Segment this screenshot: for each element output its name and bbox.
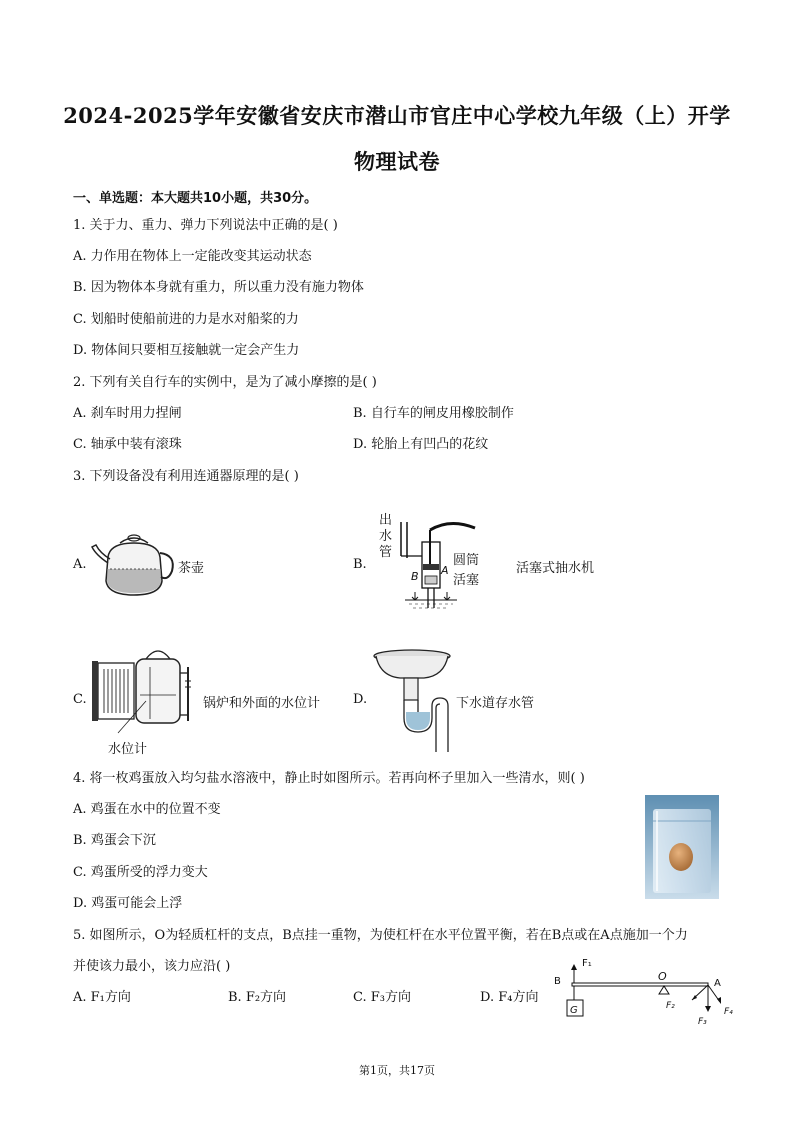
q3-option-c-letter: C.: [73, 692, 87, 707]
q5-stem-line2: 并使该力最小，该力应沿( ): [73, 959, 231, 974]
q5-option-a: A. F₁方向: [73, 990, 131, 1005]
piston-pump-figure: [375, 508, 495, 618]
q2-option-c: C. 轴承中装有滚珠: [73, 437, 182, 452]
q3-option-b-letter: B.: [353, 557, 367, 572]
q1-option-c: C. 划船时使船前进的力是水对船桨的力: [73, 312, 299, 327]
q5-option-d: D. F₄方向: [480, 990, 539, 1005]
pump-label-cylinder: 圆筒: [453, 553, 480, 568]
q2-option-b: B. 自行车的闸皮用橡胶制作: [353, 406, 514, 421]
q4-option-d: D. 鸡蛋可能会上浮: [73, 896, 183, 911]
q3-option-d-caption: 下水道存水管: [456, 696, 535, 711]
pump-label-shui: 水: [379, 529, 393, 544]
q5-option-c: C. F₃方向: [353, 990, 411, 1005]
pump-label-piston: 活塞: [453, 573, 480, 588]
q5-stem-line1: 5. 如图所示，O为轻质杠杆的支点，B点挂一重物，为使杠杆在水平位置平衡，若在B点或在A点施加一个力: [73, 928, 688, 943]
lever-label-f2: F₂: [666, 1001, 675, 1011]
lever-label-f4: F₄: [724, 1007, 733, 1017]
q2-option-d: D. 轮胎上有凹凸的花纹: [353, 437, 489, 452]
exam-title-line2: 物理试卷: [354, 149, 440, 174]
q3-option-a-caption: 茶壶: [178, 561, 205, 576]
page-footer: 第1页，共17页: [359, 1064, 435, 1077]
pump-label-guan: 管: [379, 545, 393, 560]
q4-stem: 4. 将一枚鸡蛋放入均匀盐水溶液中，静止时如图所示。若再向杯子里加入一些清水，则( ): [73, 771, 585, 786]
q3-stem: 3. 下列设备没有利用连通器原理的是( ): [73, 469, 299, 484]
q4-option-a: A. 鸡蛋在水中的位置不变: [73, 802, 221, 817]
q2-stem: 2. 下列有关自行车的实例中，是为了减小摩擦的是( ): [73, 375, 377, 390]
boiler-figure: [88, 643, 200, 759]
lever-label-f3: F₃: [698, 1017, 707, 1027]
q1-option-b: B. 因为物体本身就有重力，所以重力没有施力物体: [73, 280, 364, 295]
q3-option-a-letter: A.: [73, 557, 87, 572]
section-header: 一、单选题：本大题共10小题，共30分。: [73, 191, 318, 206]
lever-label-o: O: [658, 970, 667, 983]
exam-title-line1: 2024-2025学年安徽省安庆市潜山市官庄中心学校九年级（上）开学: [63, 103, 731, 128]
q3-option-b-caption: 活塞式抽水机: [516, 561, 595, 576]
q3-option-c-caption: 锅炉和外面的水位计: [203, 696, 321, 711]
q1-stem: 1. 关于力、重力、弹力下列说法中正确的是( ): [73, 218, 338, 233]
pump-label-b: B: [411, 570, 419, 583]
boiler-gauge-label: 水位计: [108, 742, 148, 757]
lever-figure: [552, 952, 744, 1028]
lever-label-b: B: [554, 976, 561, 987]
lever-label-f1: F₁: [582, 958, 592, 969]
q2-option-a: A. 刹车时用力捏闸: [73, 406, 182, 421]
egg-in-beaker-photo: [645, 795, 719, 899]
q1-option-a: A. 力作用在物体上一定能改变其运动状态: [73, 249, 312, 264]
lever-label-a: A: [714, 978, 721, 989]
q3-option-d-letter: D.: [353, 692, 368, 707]
pump-label-chu: 出: [379, 513, 393, 528]
drain-trap-figure: [370, 648, 460, 752]
q4-option-b: B. 鸡蛋会下沉: [73, 833, 156, 848]
q5-option-b: B. F₂方向: [228, 990, 287, 1005]
q4-option-c: C. 鸡蛋所受的浮力变大: [73, 865, 208, 880]
lever-label-g: G: [570, 1005, 578, 1016]
q1-option-d: D. 物体间只要相互接触就一定会产生力: [73, 343, 300, 358]
pump-label-a: A: [441, 564, 449, 577]
teapot-figure: [88, 525, 178, 601]
